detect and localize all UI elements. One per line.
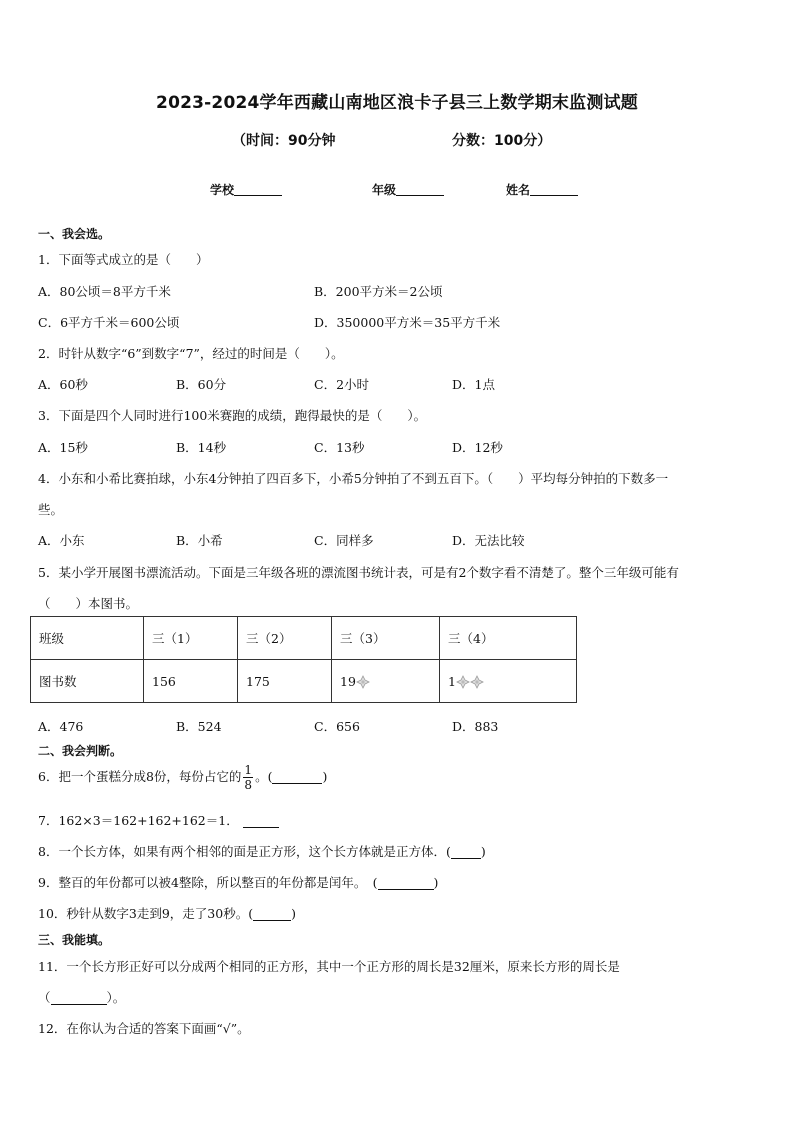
q7-line (38, 811, 279, 829)
q2-option-d: D．1点 (452, 377, 495, 392)
q4-option-a: A．小东 (38, 533, 85, 548)
q8-paren-close: ) (480, 844, 486, 859)
q3-option-a: A．15秒 (38, 440, 88, 455)
table-header-cell: 三（3） (332, 617, 440, 660)
table-row (31, 660, 577, 703)
q5-option-d: D．883 (452, 719, 499, 734)
q4-option-d: D．无法比较 (452, 533, 525, 548)
table-cell-obscured (332, 660, 440, 703)
fraction (243, 764, 253, 791)
grade-field (372, 181, 444, 198)
name-field (506, 181, 578, 198)
q5-stem-cont: （ ）本图书。 (38, 596, 139, 611)
table-header-row (31, 617, 577, 660)
name-blank (530, 183, 578, 196)
q1-option-c: C．6平方千米＝600公顷 (38, 315, 180, 330)
q4-option-b: B．小希 (176, 533, 223, 548)
smudge-icon (456, 675, 470, 689)
q10-line (38, 904, 296, 922)
q9-line (38, 873, 438, 891)
school-blank (234, 183, 282, 196)
table-header-cell: 三（2） (238, 617, 332, 660)
q1-option-a: A．80公顷＝8平方千米 (38, 284, 171, 299)
answer-blank[interactable] (243, 814, 279, 828)
q12-stem: 12．在你认为合适的答案下面画“√”。 (38, 1021, 250, 1036)
q8-line (38, 842, 486, 860)
q4-stem: 4．小东和小希比赛拍球，小东4分钟拍了四百多下，小希5分钟拍了不到五百下。（ ）平均每分钟拍的下数多一 (38, 471, 669, 486)
q6-paren-open: 。( (255, 769, 273, 784)
table-cell-obscured (440, 660, 577, 703)
answer-blank[interactable] (451, 845, 481, 859)
q10-paren-close: ) (291, 906, 296, 921)
q2-stem: 2．时针从数字“6”到数字“7”，经过的时间是（ ）。 (38, 346, 344, 361)
q1-option-b: B．200平方米＝2公顷 (314, 284, 443, 299)
school-field (210, 181, 282, 198)
grade-blank (396, 183, 444, 196)
answer-blank[interactable] (51, 991, 107, 1005)
q1-option-d: D．350000平方米＝35平方千米 (314, 315, 501, 330)
q3-option-b: B．14秒 (176, 440, 227, 455)
q4-option-c: C．同样多 (314, 533, 374, 548)
answer-blank[interactable] (378, 876, 434, 890)
q3-option-d: D．12秒 (452, 440, 503, 455)
q11-paren-close: ）。 (106, 990, 126, 1005)
q8-text: 8．一个长方体，如果有两个相邻的面是正方形，这个长方体就是正方体．( (38, 844, 451, 859)
q3-stem: 3．下面是四个人同时进行100米赛跑的成绩，跑得最快的是（ ）。 (38, 408, 427, 423)
table-cell-visible-digits: 19 (340, 673, 356, 689)
q2-option-b: B．60分 (176, 377, 227, 392)
q10-text: 10．秒针从数字3走到9，走了30秒。( (38, 906, 254, 921)
table-cell: 175 (238, 660, 332, 703)
book-table (30, 616, 577, 703)
table-cell: 156 (144, 660, 238, 703)
q5-option-c: C．656 (314, 719, 360, 734)
table-header-cell: 班级 (31, 617, 144, 660)
table-row-label: 图书数 (31, 660, 144, 703)
time-label: （时间：90分钟 (232, 133, 336, 149)
section-2-heading: 二、我会判断。 (38, 744, 123, 758)
q3-option-c: C．13秒 (314, 440, 365, 455)
smudge-icon (470, 675, 484, 689)
q1-stem: 1．下面等式成立的是（ ） (38, 252, 209, 267)
q6-text: 6．把一个蛋糕分成8份，每份占它的 (38, 769, 242, 784)
section-3-heading: 三、我能填。 (38, 933, 111, 947)
answer-blank[interactable] (272, 770, 322, 784)
fraction-numerator: 1 (244, 763, 253, 777)
school-label: 学校 (210, 183, 235, 197)
q11-line (38, 988, 125, 1006)
section-1-heading: 一、我会选。 (38, 227, 111, 241)
q6-paren-close: ) (322, 769, 328, 784)
page-title: 2023-2024学年西藏山南地区浪卡子县三上数学期末监测试题 (156, 93, 638, 113)
q5-option-b: B．524 (176, 719, 222, 734)
table-header-cell: 三（1） (144, 617, 238, 660)
name-label: 姓名 (506, 183, 531, 197)
answer-blank[interactable] (253, 907, 291, 921)
q2-option-a: A．60秒 (38, 377, 88, 392)
table-header-cell: 三（4） (440, 617, 577, 660)
q5-stem: 5．某小学开展图书漂流活动。下面是三年级各班的漂流图书统计表，可是有2个数字看不清楚了。整个三年级可能有 (38, 565, 679, 580)
q7-text: 7．162×3＝162+162+162＝1． (38, 813, 239, 828)
table-cell-visible-digits: 1 (448, 673, 456, 689)
q6-line (38, 764, 327, 791)
q11-paren-open: （ (38, 990, 51, 1005)
q2-option-c: C．2小时 (314, 377, 370, 392)
q11-stem: 11．一个长方形正好可以分成两个相同的正方形，其中一个正方形的周长是32厘米，原来长方形的周长是 (38, 959, 620, 974)
fraction-denominator: 8 (244, 778, 253, 792)
score-label: 分数：100分） (452, 133, 552, 149)
smudge-icon (356, 675, 370, 689)
grade-label: 年级 (372, 183, 397, 197)
q4-stem-cont: 些。 (38, 502, 64, 517)
q9-paren-close: ) (433, 875, 439, 890)
q9-text: 9．整百的年份都可以被4整除，所以整百的年份都是闰年。 ( (38, 875, 378, 890)
q5-option-a: A．476 (38, 719, 84, 734)
